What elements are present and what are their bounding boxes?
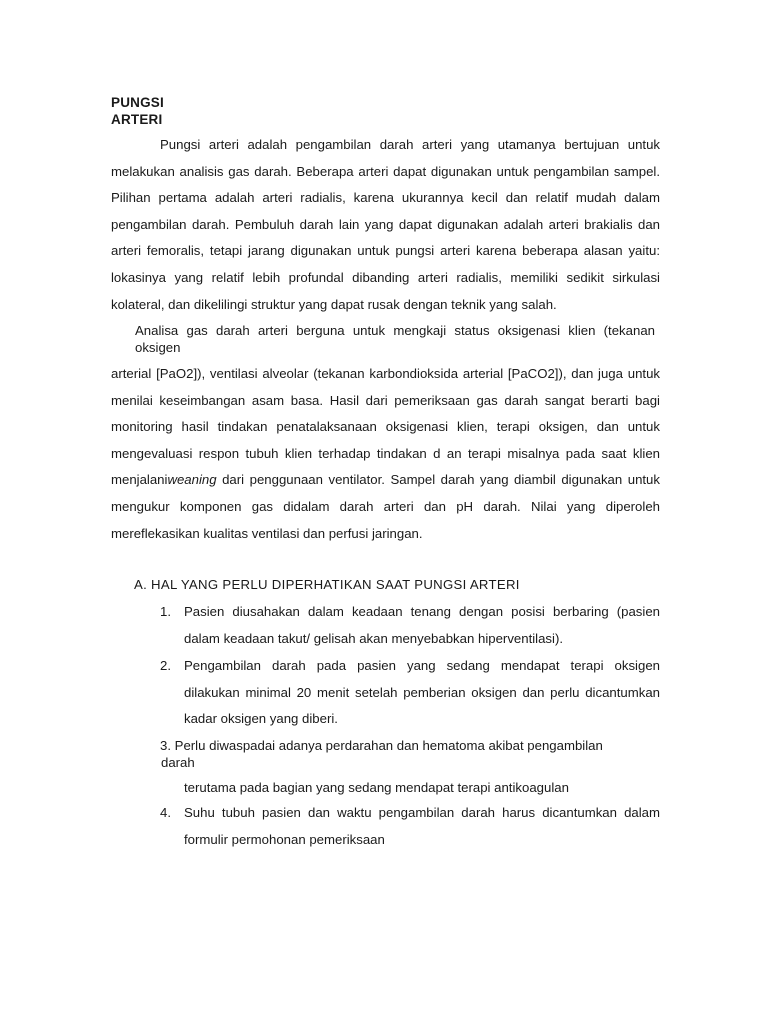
list-item-text: Pengambilan darah pada pasien yang sedang mendapat terapi oksigen dilakukan minimal 20 menit setelah pemberian oksigen dan perlu dicantumkan kadar oksigen yang diberi.	[184, 658, 660, 727]
title-line-1: PUNGSI	[111, 95, 164, 110]
list-item-number: 4.	[160, 805, 171, 820]
list-item-text-line: 3. Perlu diwaspadai adanya perdarahan dan hematoma akibat pengambilan	[160, 738, 603, 753]
paragraph-abg-head: Analisa gas darah arteri berguna untuk mengkaji status oksigenasi klien (tekanan oksigen	[135, 323, 655, 355]
section-heading: A. HAL YANG PERLU DIPERHATIKAN SAAT PUNGSI ARTERI	[134, 577, 520, 592]
list-item-number: 2.	[160, 658, 171, 673]
title-line-2: ARTERI	[111, 112, 163, 127]
weaning-term: weaning	[167, 472, 217, 488]
paragraph-abg-text-before: arterial [PaO2]), ventilasi alveolar (tekanan karbondioksida arterial [PaCO2]), dan juga untuk menilai keseimbangan asam basa. Hasil dari pemeriksaan gas darah sangat berarti bagi monitoring hasil tindakan penatalaksanaan oksigenasi klien, terapi oksigen, dan untuk mengevaluasi respon tubuh klien terhadap tindakan d an terapi misalnya pada saat klien menjalani	[111, 366, 660, 488]
list-item-text: Suhu tubuh pasien dan waktu pengambilan darah harus dicantumkan dalam formulir permohonan pemeriksaan	[184, 805, 660, 847]
list-item-text-line: darah	[161, 755, 195, 770]
paragraph-abg-body	[111, 361, 660, 547]
list-item-number: 1.	[160, 604, 171, 619]
paragraph-intro: Pungsi arteri adalah pengambilan darah arteri yang utamanya bertujuan untuk melakukan analisis gas darah. Beberapa arteri dapat digunakan untuk pengambilan sampel. Pilihan pertama adalah arteri radialis, karena ukurannya kecil dan relatif mudah dalam pengambilan darah. Pembuluh darah lain yang dapat digunakan adalah arteri brakialis dan arteri femoralis, tetapi jarang digunakan untuk pungsi arteri karena beberapa alasan yaitu: lokasinya yang relatif lebih profundal dibanding arteri radialis, memiliki sedikit sirkulasi kolateral, dan dikelilingi struktur yang dapat rusak dengan teknik yang salah.	[111, 137, 660, 312]
paragraph-abg-text-after: dari penggunaan ventilator. Sampel darah yang diambil digunakan untuk mengukur komponen gas didalam darah arteri dan pH darah. Nilai yang diperoleh mereflekasikan kualitas ventilasi dan perfusi jaringan.	[111, 472, 660, 541]
list-item-text: Pasien diusahakan dalam keadaan tenang dengan posisi berbaring (pasien dalam keadaan takut/ gelisah akan menyebabkan hiperventilasi).	[184, 604, 660, 646]
list-item-continuation: terutama pada bagian yang sedang mendapat terapi antikoagulan	[184, 780, 569, 795]
document-title	[111, 94, 164, 128]
